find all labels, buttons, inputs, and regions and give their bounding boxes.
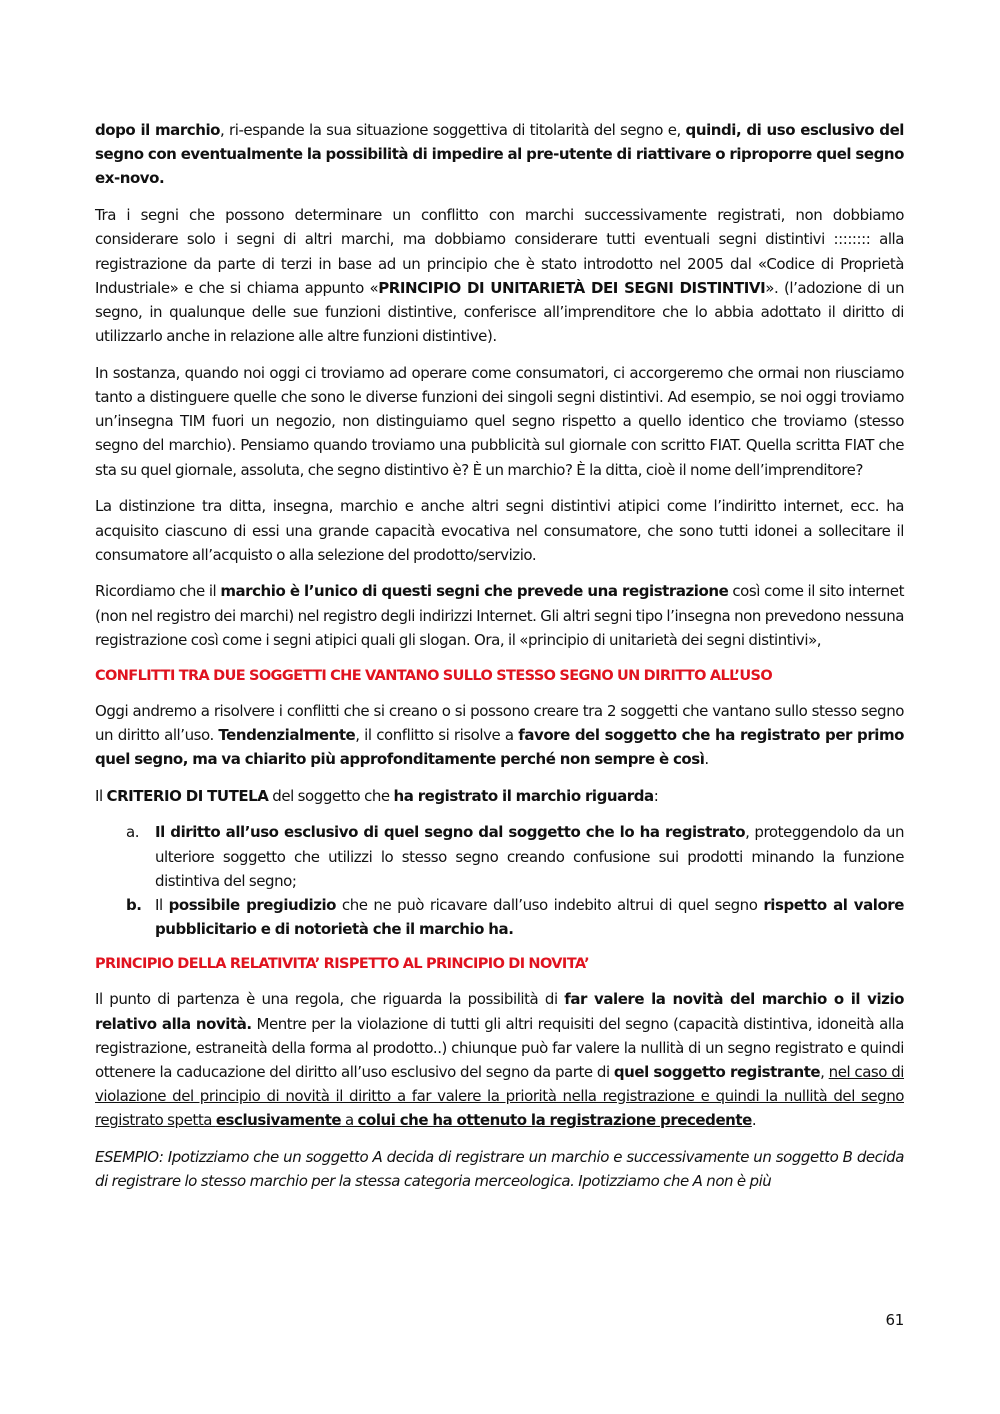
text-run: marchio è l’unico di questi segni che prevede una registrazione (220, 582, 729, 601)
text-run: favore del soggetto che ha registrato per primo quel segno, ma va chiarito più approfonditamente perché non sempre è così (95, 725, 904, 768)
text-run: . (704, 749, 709, 768)
paragraph-3 (95, 361, 904, 482)
text-run: Tendenzialmente (218, 725, 356, 744)
text-run: CRITERIO DI TUTELA (106, 786, 269, 805)
text-run: quel soggetto registrante (613, 1063, 821, 1081)
text-run: colui che ha ottenuto la registrazione precedente (357, 1111, 752, 1130)
text-run: Mentre per la violazione di tutti gli altri requisiti del segno (capacità distintiva, idoneità alla registrazione, estraneità della forma al prodotto..) chiunque può far valere la nullità di un segno registrato e quindi ottenere la caducazione del diritto all’uso esclusivo del segno da parte di (95, 1014, 904, 1081)
text-run: , il conflitto si risolve a (355, 725, 519, 744)
paragraph-6 (95, 699, 904, 772)
section-heading-conflitti: CONFLITTI TRA DUE SOGGETTI CHE VANTANO SULLO STESSO SEGNO UN DIRITTO ALL’USO (95, 667, 773, 684)
text-run: nel caso di violazione del principio di novità il diritto a far valere la priorità nella registrazione e quindi la nullità del segno registrato spetta (95, 1063, 905, 1130)
text-run: Il diritto all’uso esclusivo di quel segno dal soggetto che lo ha registrato (155, 823, 746, 842)
text-run: , (820, 1063, 829, 1081)
criteria-list (95, 820, 904, 941)
text-run: del soggetto che (268, 786, 394, 805)
text-run: così come il sito internet (non nel registro dei marchi) nel registro degli indirizzi Internet. Gli altri segni tipo l’insegna non prevedono nessuna registrazione così come i segni atipici quali gli slogan. Ora, il «principio di unitarietà dei segni distintivi», (95, 582, 905, 649)
text-run: , ri-espande la sua situazione soggettiva di titolarità del segno e, (220, 121, 686, 139)
list-marker: a. (126, 823, 140, 842)
paragraph-4 (95, 494, 904, 567)
document-body (95, 118, 904, 1206)
text-run: Ricordiamo che il (95, 582, 221, 601)
paragraph-2 (95, 203, 904, 348)
text-run: Il punto di partenza è una regola, che riguarda la possibilità di (95, 990, 565, 1009)
text-run: che ne può ricavare dall’uso indebito altrui di quel segno (336, 895, 764, 914)
paragraph-8 (95, 987, 904, 1132)
text-run: ». (l’adozione di un segno, in qualunque delle sue funzioni distintive, conferisce all’imprenditore che lo abbia adottato il diritto di utilizzarlo anche in relazione alle altre funzioni distintive). (95, 278, 904, 346)
text-run: possibile pregiudizio (168, 895, 337, 914)
text-run: quindi, di uso esclusivo del segno con eventualmente la possibilità di impedire al pre-utente di riattivare o riproporre quel segno ex-novo. (95, 121, 904, 188)
text-run: Il (155, 895, 169, 914)
text-run: rispetto al valore pubblicitario e di notorietà che il marchio ha. (155, 895, 904, 939)
text-run: Il (95, 786, 107, 805)
paragraph-1 (95, 118, 904, 191)
text-run: PRINCIPIO DI UNITARIETÀ DEI SEGNI DISTINTIVI (378, 278, 766, 297)
paragraph-7 (95, 784, 904, 808)
text-run: far valere la novità del marchio o il vizio relativo alla novità. (95, 990, 905, 1033)
text-run: : (653, 786, 659, 805)
text-run: dopo il marchio (95, 121, 220, 139)
text-run: , proteggendolo da un ulteriore soggetto che utilizzi lo stesso segno creando confusione sui prodotti minando la funzione distintiva del segno; (155, 823, 904, 890)
text-run: In sostanza, quando noi oggi ci troviamo ad operare come consumatori, ci accorgeremo che ormai non riusciamo tanto a distinguere quelle che sono le diverse funzioni dei singoli segni distintivi. Ad esempio, se noi oggi troviamo un’insegna TIM fuori un negozio, non distinguiamo quel segno rispetto a quello identico che troviamo (stesso segno del marchio). Pensiamo quando troviamo una pubblicità sul giornale con scritto FIAT. Quella scritta FIAT che sta su quel giornale, assoluta, che segno distintivo è? È un marchio? È la ditta, cioè il nome dell’imprenditore? (95, 363, 904, 479)
text-run: La distinzione tra ditta, insegna, marchio e anche altri segni distintivi atipici come l’indiritto internet, ecc. ha acquisito ciascuno di essi una grande capacità evocativa nel consumatore, che sono tutti idonei a sollecitare il consumatore all’acquisto o alla selezione del prodotto/servizio. (95, 497, 904, 564)
example-paragraph: ESEMPIO: Ipotizziamo che un soggetto A decida di registrare un marchio e successivamente un soggetto B decida di registrare lo stesso marchio per la stessa categoria merceologica. Ipotizziamo che A non è più (95, 1148, 904, 1191)
page-number: 61 (885, 1311, 904, 1329)
text-run: a (341, 1111, 358, 1130)
text-run: esclusivamente (215, 1111, 342, 1130)
text-run: Oggi andremo a risolvere i conflitti che si creano o si possono creare tra 2 soggetti che vantano sullo stesso segno un diritto all’uso. (95, 701, 904, 744)
list-item-text (155, 823, 904, 889)
text-run: . (751, 1111, 757, 1130)
text-run: Tra i segni che possono determinare un conflitto con marchi successivamente registrati, non dobbiamo considerare solo i segni di altri marchi, ma dobbiamo considerare tutti eventuali segni distintivi :::::::: alla registrazione da parte di terzi in base ad un principio che è stato introdotto nel 2005 dal «Codice di Proprietà Industriale» e che si chiama appunto « (95, 206, 904, 297)
list-marker: b. (126, 895, 142, 914)
section-heading-relativita: PRINCIPIO DELLA RELATIVITA’ RISPETTO AL PRINCIPIO DI NOVITA’ (95, 956, 590, 973)
paragraph-5 (95, 579, 904, 652)
text-run: ha registrato il marchio riguarda (393, 786, 654, 805)
list-item (95, 893, 904, 941)
list-item (95, 820, 904, 893)
list-item-text (155, 896, 904, 938)
